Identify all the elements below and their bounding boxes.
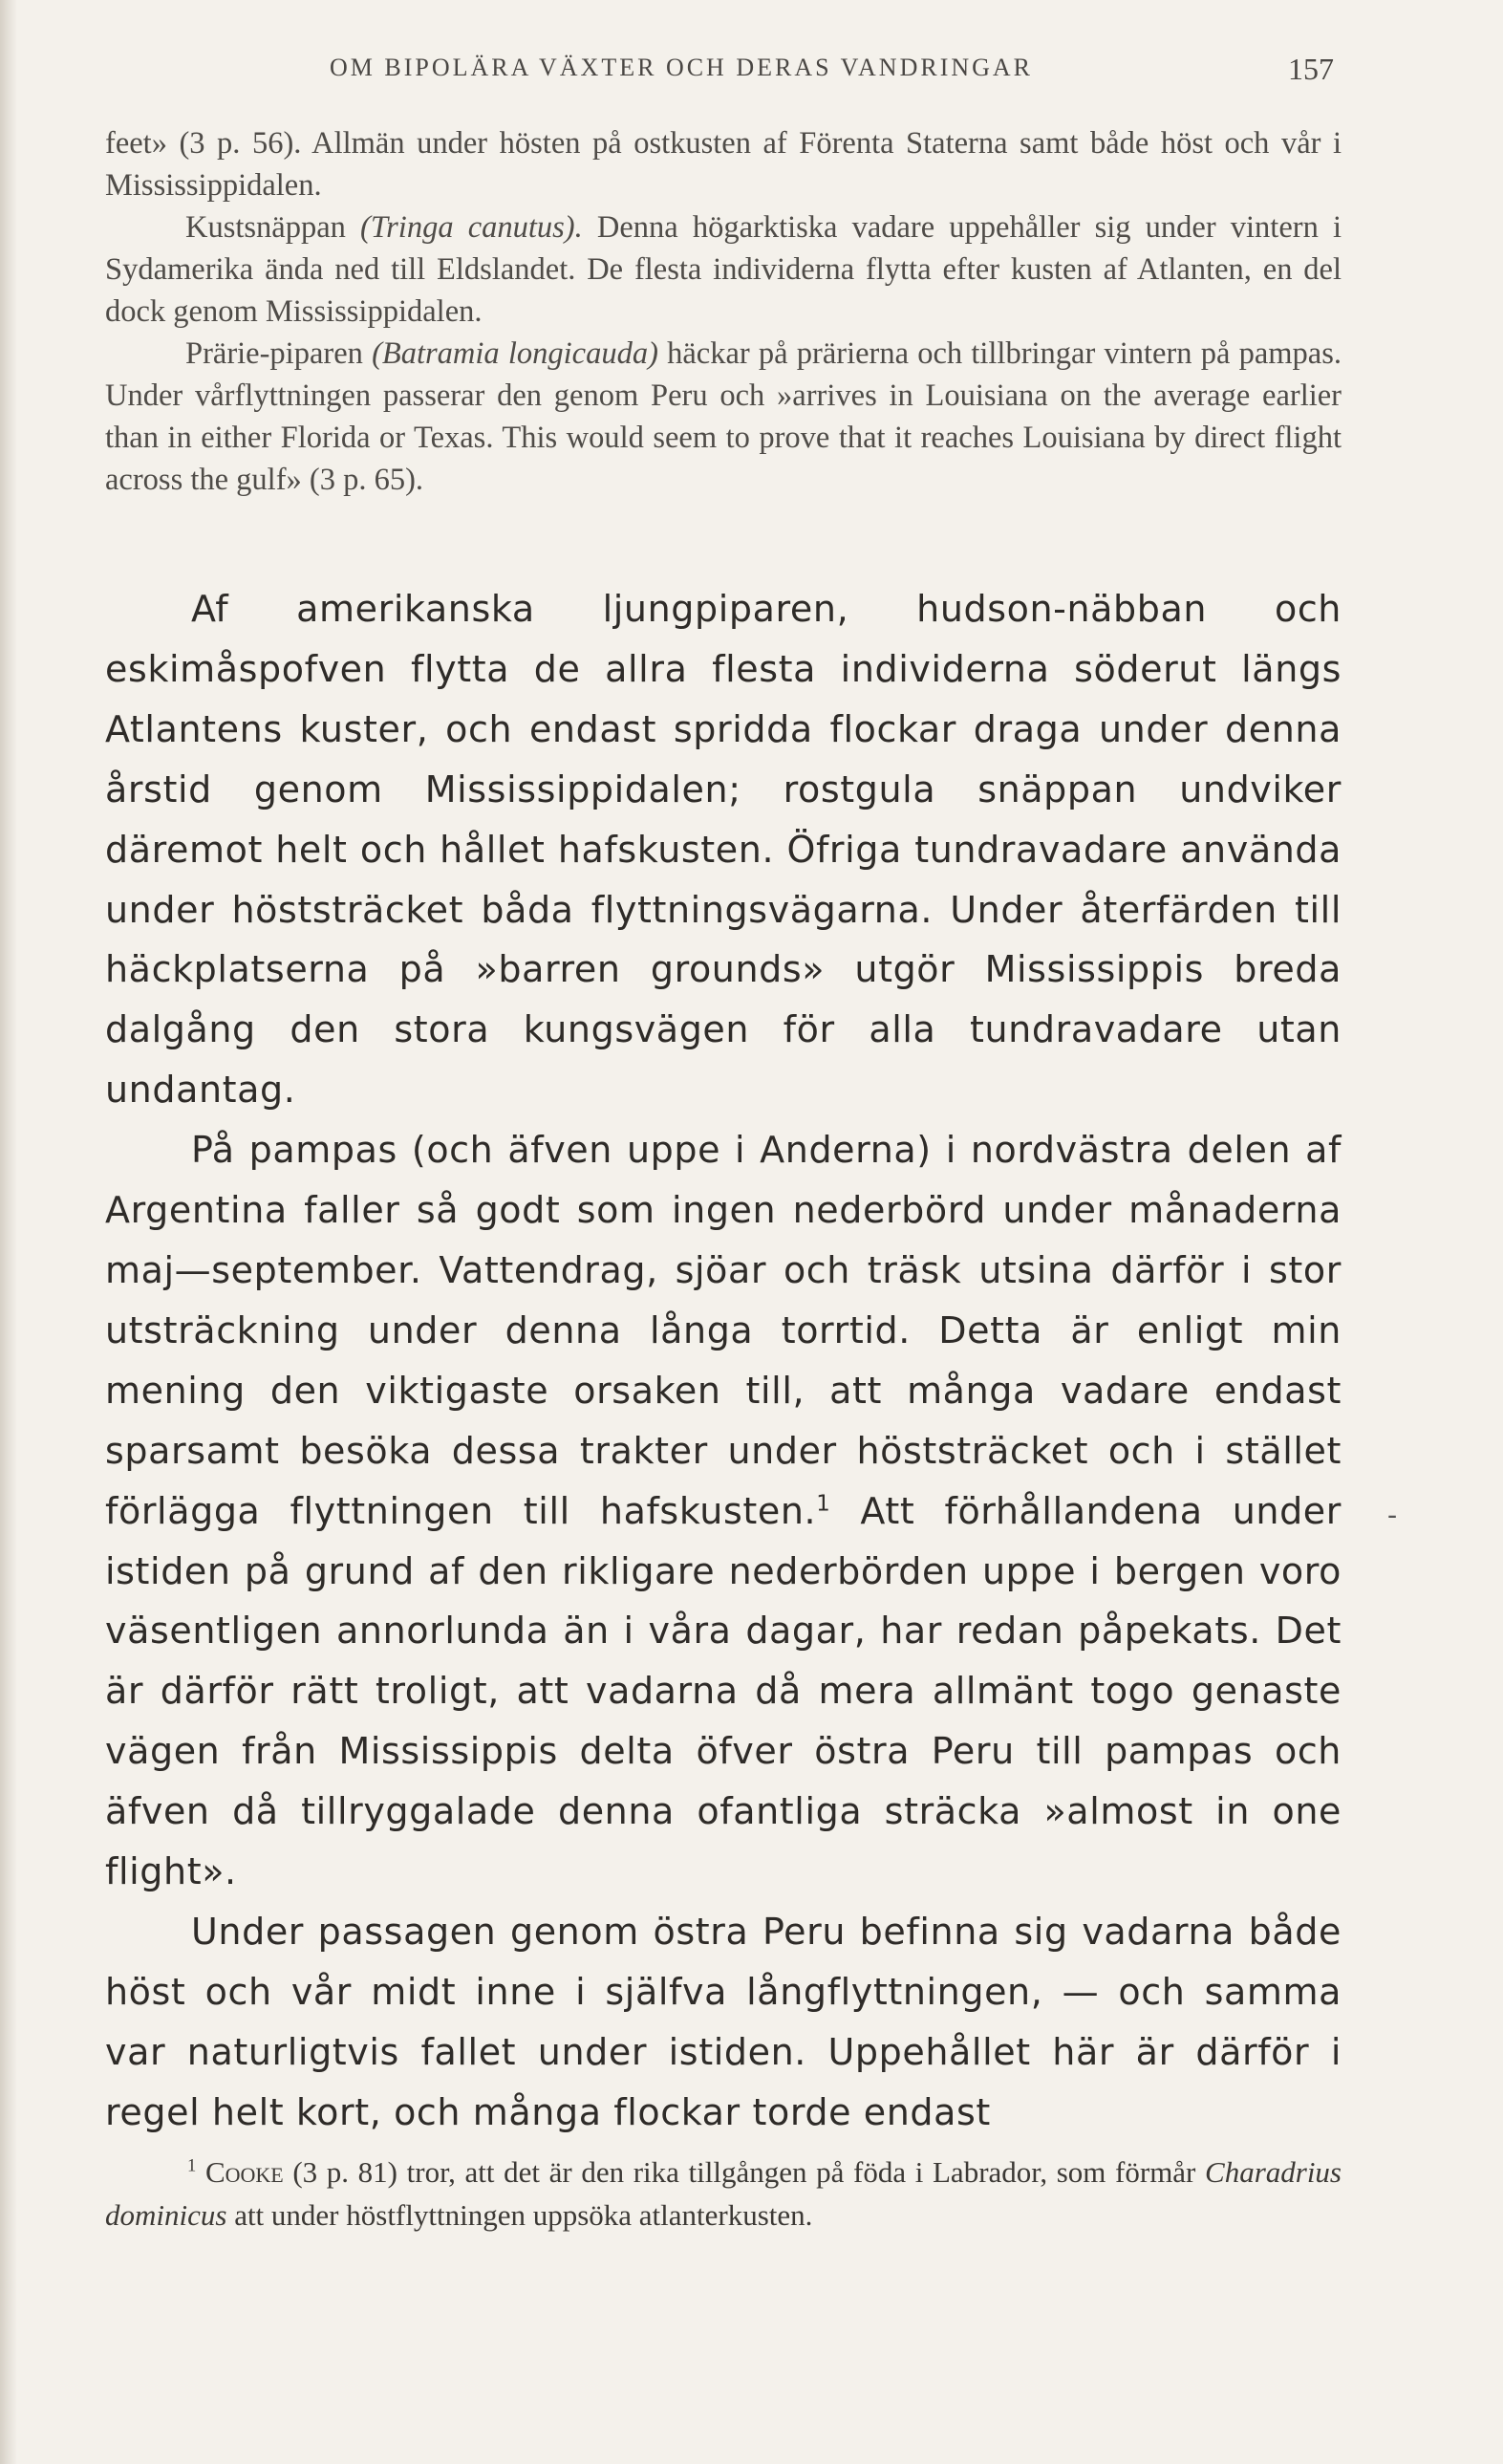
body-paragraph-1: Af amerikanska ljungpiparen, hudson-näbban och eskimåspofven flytta de allra flesta individerna söderut längs Atlantens kuster, och endast spridda flockar draga under denna årstid genom Mississippidalen; rostgula snäppan undviker däremot helt och hållet hafskusten. Öfriga tundravadare använda under höststräcket båda flyttningsvägarna. Under återfärden till häckplatserna på »barren grounds» utgör Mississippis breda dalgång den stora kungsvägen för alla tundravadare utan undantag.: [105, 588, 1342, 1112]
footnote-text-a: (3 p. 81) tror, att det är den rika tillgången på föda i Labrador, som förmår: [283, 2155, 1206, 2189]
intro-paragraph-1: feet» (3 p. 56). Allmän under hösten på ostkusten af Förenta Staterna samt både höst och vår i Mississippidalen.: [105, 126, 1342, 203]
running-title: OM BIPOLÄRA VÄXTER OCH DERAS VANDRINGAR: [330, 54, 1034, 81]
body-paragraph-2: [105, 1120, 1342, 1902]
footnote-ref: 1: [816, 1490, 831, 1516]
intro-p2-text: Denna högarktiska vadare uppehåller sig under vintern i Sydamerika ända ned till Eldslandet. De flesta individerna flytta efter kusten af Atlanten, en del dock genom Mississippidalen.: [105, 210, 1342, 329]
intro-section: [105, 122, 1342, 501]
body-paragraph-3: Under passagen genom östra Peru befinna sig vadarna både höst och vår midt inne i själfva långflyttningen, — och samma var naturligtvis fallet under istiden. Uppehållet här är därför i regel helt kort, och många flockar torde endast: [105, 1910, 1342, 2133]
intro-p3-text: häckar på prärierna och tillbringar vintern på pampas. Under vårflyttningen passerar den genom Peru och »arrives in Louisiana on the average earlier than in either Florida or Texas. This would seem to prove that it reaches Louisiana by direct flight across the gulf» (3 p. 65).: [105, 336, 1342, 497]
footnote: [105, 2151, 1342, 2237]
body-p2-first: På pampas (och äfven uppe i Anderna) i nordvästra delen af Argentina faller så godt som ingen nederbörd under månaderna maj—september. Vattendrag, sjöar och träsk utsina därför i stor utsträckning under denna långa torrtid. Detta är enligt min mening den viktigaste orsaken till, att många vadare endast sparsamt besöka dessa trakter under höststräcket och i stället förlägga flyttningen till hafskusten.: [105, 1129, 1342, 1532]
intro-paragraph-2: [105, 206, 1342, 333]
footnote-text: [105, 2151, 1342, 2237]
footnote-text-b: att under höstflyttningen uppsöka atlanterkusten.: [226, 2197, 813, 2232]
page-number: 157: [1288, 52, 1334, 86]
body-p2-rest: Att förhållandena under istiden på grund af den rikligare nederbörden uppe i bergen voro väsentligen annorlunda än i våra dagar, har redan påpekats. Det är därför rätt troligt, att vadarna då mera allmänt togo genaste vägen från Mississippis delta öfver östra Peru till pampas och äfven då tillryggalade denna ofantliga sträcka »almost in one flight».: [105, 1489, 1342, 1893]
body-text: [105, 579, 1342, 2143]
footnote-author: Cooke: [204, 2155, 284, 2189]
latin-name-batramia: (Batramia longicauda): [372, 336, 658, 371]
intro-p2-lead: Kustsnäppan: [185, 210, 361, 245]
intro-paragraph-3: [105, 333, 1342, 501]
intro-p3-lead: Prärie-piparen: [185, 336, 373, 371]
page-spine-shadow: [0, 0, 17, 2464]
latin-name-tringa: (Tringa canutus).: [360, 210, 583, 245]
footnote-number: 1: [187, 2155, 197, 2176]
latin-name-charadrius: Charadrius dominicus: [105, 2155, 1342, 2232]
margin-mark: -: [1387, 1499, 1398, 1532]
